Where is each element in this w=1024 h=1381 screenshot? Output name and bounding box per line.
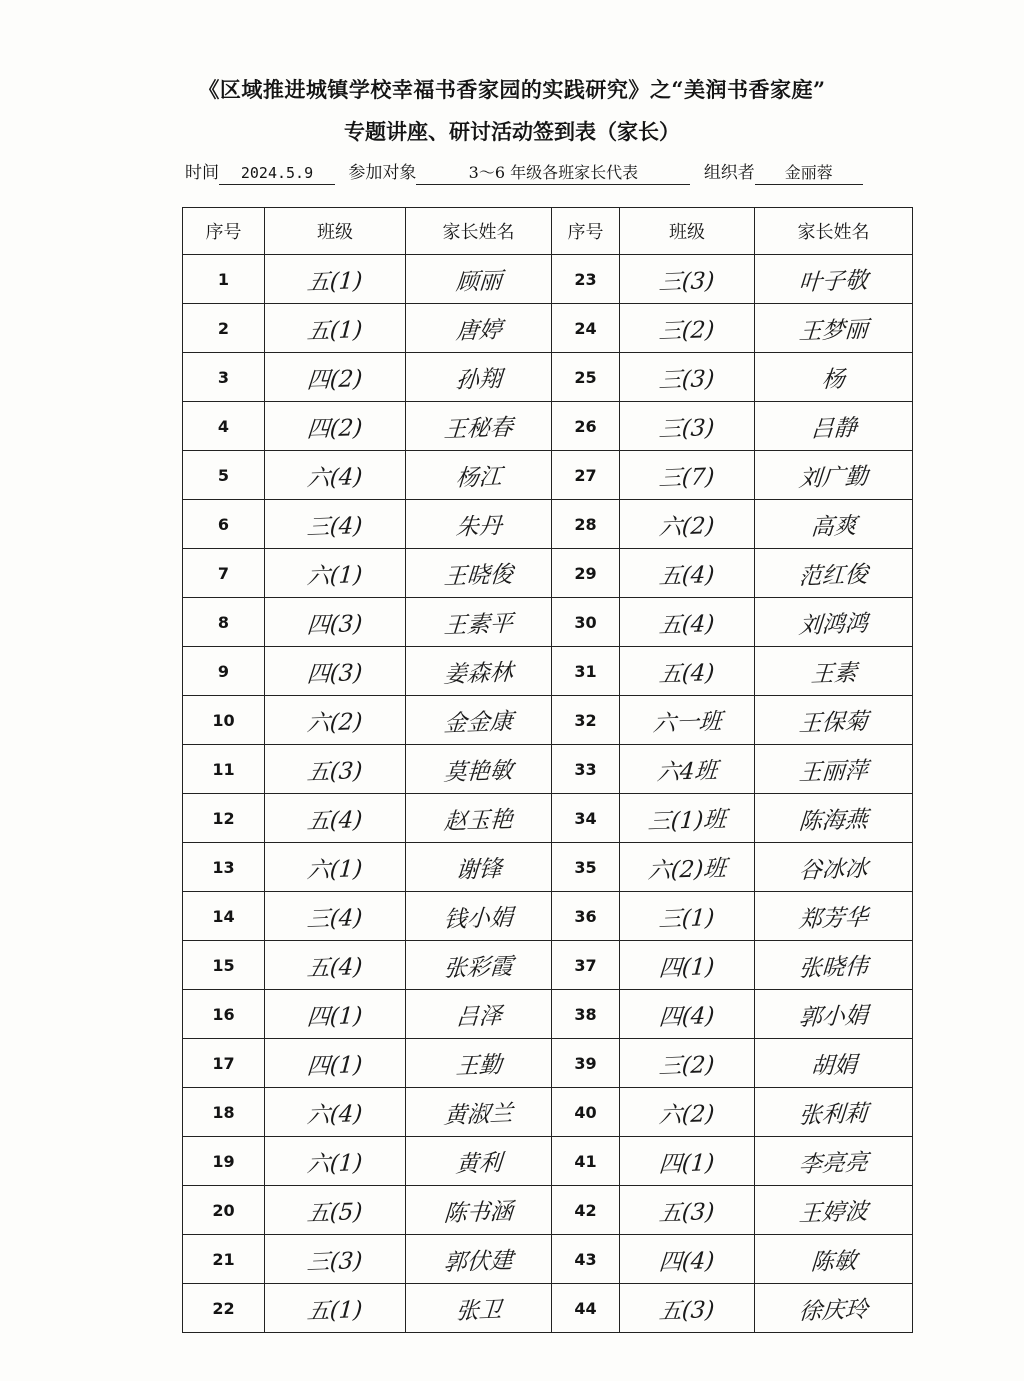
parent-signature-left [406,745,552,794]
parent-signature-right-text: 范红俊 [797,561,869,590]
class-signature-right [620,892,755,941]
parent-signature-left-text: 金金康 [442,708,514,737]
row-number-right: 36 [552,892,620,941]
class-signature-left-text: 四(3) [306,610,364,639]
class-signature-right [620,794,755,843]
class-signature-left-text: 六(4) [306,1100,364,1129]
class-signature-right [620,451,755,500]
row-number-left: 2 [183,304,265,353]
row-number-right: 34 [552,794,620,843]
row-number-left: 3 [183,353,265,402]
parent-signature-right [755,1235,913,1284]
row-number-right: 40 [552,1088,620,1137]
class-signature-right-text: 六(2)班 [646,855,728,884]
parent-signature-left [406,1039,552,1088]
parent-signature-left-text: 吕泽 [454,1002,503,1031]
header-class-left: 班级 [265,208,406,255]
row-number-right: 35 [552,843,620,892]
meta-line [185,158,925,185]
row-number-right: 32 [552,696,620,745]
parent-signature-left-text: 张彩霞 [442,953,514,982]
header-number-left: 序号 [183,208,265,255]
parent-signature-right-text: 陈敏 [809,1247,858,1276]
parent-signature-left-text: 王秘春 [442,414,514,443]
class-signature-left-text: 四(2) [306,414,364,443]
row-number-right: 37 [552,941,620,990]
class-signature-right [620,696,755,745]
class-signature-left [265,1235,406,1284]
parent-signature-right-text: 刘广勤 [797,463,869,492]
row-number-left: 1 [183,255,265,304]
class-signature-left-text: 六(2) [306,708,364,737]
class-signature-right [620,1284,755,1333]
class-signature-left-text: 六(4) [306,463,364,492]
class-signature-left-text: 五(5) [306,1198,364,1227]
row-number-left: 21 [183,1235,265,1284]
table-row [183,843,913,892]
parent-signature-left-text: 孙翔 [454,365,503,394]
sign-in-table [182,207,913,1333]
header-row [183,208,913,255]
parent-signature-left [406,990,552,1039]
parent-signature-right-text: 王保菊 [797,708,869,737]
row-number-right: 28 [552,500,620,549]
parent-signature-right [755,1088,913,1137]
class-signature-right-text: 三(3) [658,267,716,296]
row-number-right: 24 [552,304,620,353]
class-signature-right-text: 五(4) [658,561,716,590]
parent-signature-right-text: 谷冰冰 [797,855,869,884]
table-row [183,1039,913,1088]
class-signature-right [620,353,755,402]
parent-signature-left [406,843,552,892]
table-row [183,745,913,794]
parent-signature-right-text: 叶子敬 [797,267,869,296]
parent-signature-left [406,451,552,500]
parent-signature-left [406,1137,552,1186]
parent-signature-right [755,255,913,304]
parent-signature-right [755,1186,913,1235]
class-signature-left [265,941,406,990]
class-signature-right-text: 五(3) [658,1296,716,1325]
parent-signature-right-text: 杨 [820,366,846,393]
class-signature-left-text: 五(3) [306,757,364,786]
table-body [183,255,913,1333]
row-number-left: 20 [183,1186,265,1235]
participants-value: 3～6 年级各班家长代表 [416,162,690,185]
row-number-left: 6 [183,500,265,549]
table-row [183,1235,913,1284]
parent-signature-right [755,745,913,794]
parent-signature-left-text: 顾丽 [454,267,503,296]
row-number-right: 33 [552,745,620,794]
parent-signature-right-text: 刘鸿鸿 [797,610,869,639]
time-label: 时间 [185,163,219,183]
row-number-right: 25 [552,353,620,402]
parent-signature-right [755,1137,913,1186]
class-signature-right [620,1186,755,1235]
table-row [183,598,913,647]
class-signature-right [620,1235,755,1284]
class-signature-left [265,402,406,451]
parent-signature-left-text: 姜森林 [442,659,514,688]
class-signature-left-text: 三(4) [306,904,364,933]
parent-signature-left-text: 郭伏建 [442,1247,514,1276]
class-signature-right-text: 五(3) [658,1198,716,1227]
class-signature-left-text: 四(2) [306,365,364,394]
class-signature-right [620,745,755,794]
parent-signature-right-text: 王丽萍 [797,757,869,786]
class-signature-right-text: 三(7) [658,463,716,492]
parent-signature-right [755,353,913,402]
class-signature-right [620,255,755,304]
parent-signature-left-text: 张卫 [454,1296,503,1325]
row-number-right: 26 [552,402,620,451]
parent-signature-left [406,1088,552,1137]
row-number-right: 42 [552,1186,620,1235]
class-signature-right [620,598,755,647]
parent-signature-right [755,549,913,598]
parent-signature-left [406,500,552,549]
parent-signature-right [755,1039,913,1088]
parent-signature-right-text: 张利莉 [797,1100,869,1129]
row-number-left: 9 [183,647,265,696]
row-number-left: 8 [183,598,265,647]
table-row [183,941,913,990]
class-signature-left-text: 五(1) [306,316,364,345]
parent-signature-left-text: 唐婷 [454,316,503,345]
row-number-left: 15 [183,941,265,990]
row-number-right: 27 [552,451,620,500]
table-row [183,1088,913,1137]
class-signature-right [620,304,755,353]
class-signature-left [265,255,406,304]
parent-signature-left [406,696,552,745]
row-number-left: 12 [183,794,265,843]
class-signature-left-text: 四(3) [306,659,364,688]
row-number-right: 31 [552,647,620,696]
row-number-right: 29 [552,549,620,598]
class-signature-right-text: 三(1) [658,904,716,933]
row-number-left: 16 [183,990,265,1039]
parent-signature-right [755,843,913,892]
parent-signature-left [406,1284,552,1333]
table-row [183,1284,913,1333]
row-number-right: 38 [552,990,620,1039]
table-row [183,451,913,500]
class-signature-right-text: 三(1)班 [646,806,728,835]
parent-signature-left-text: 赵玉艳 [442,806,514,835]
row-number-left: 22 [183,1284,265,1333]
class-signature-left-text: 四(1) [306,1002,364,1031]
class-signature-right [620,941,755,990]
class-signature-left-text: 六(1) [306,855,364,884]
class-signature-left-text: 四(1) [306,1051,364,1080]
participants-label: 参加对象 [348,163,417,183]
row-number-right: 39 [552,1039,620,1088]
table-row [183,892,913,941]
header-parent-name-left: 家长姓名 [406,208,552,255]
class-signature-left [265,500,406,549]
parent-signature-right [755,500,913,549]
class-signature-left-text: 五(1) [306,267,364,296]
class-signature-right-text: 三(2) [658,316,716,345]
row-number-left: 4 [183,402,265,451]
table-row [183,402,913,451]
row-number-left: 11 [183,745,265,794]
parent-signature-right-text: 郑芳华 [797,904,869,933]
parent-signature-right [755,696,913,745]
parent-signature-left-text: 谢锋 [454,855,503,884]
class-signature-right-text: 六4班 [655,757,719,786]
parent-signature-left [406,1186,552,1235]
class-signature-right-text: 五(4) [658,659,716,688]
class-signature-right-text: 六一班 [651,708,723,737]
row-number-left: 13 [183,843,265,892]
parent-signature-right-text: 王婷波 [797,1198,869,1227]
class-signature-left [265,1284,406,1333]
parent-signature-left [406,304,552,353]
class-signature-left [265,304,406,353]
row-number-right: 30 [552,598,620,647]
parent-signature-left-text: 莫艳敏 [442,757,514,786]
title-line-1: 《区域推进城镇学校幸福书香家园的实践研究》之“美润书香家庭” [198,77,826,102]
class-signature-left-text: 三(4) [306,512,364,541]
class-signature-left-text: 五(4) [306,806,364,835]
parent-signature-right [755,1284,913,1333]
table-row [183,696,913,745]
parent-signature-left [406,549,552,598]
class-signature-right [620,500,755,549]
parent-signature-left [406,941,552,990]
parent-signature-right [755,647,913,696]
parent-signature-left-text: 陈书涵 [442,1198,514,1227]
parent-signature-left [406,892,552,941]
parent-signature-right [755,451,913,500]
parent-signature-right [755,402,913,451]
parent-signature-right-text: 王素 [809,659,858,688]
parent-signature-right [755,990,913,1039]
class-signature-left-text: 五(4) [306,953,364,982]
parent-signature-left [406,255,552,304]
class-signature-right-text: 三(3) [658,365,716,394]
parent-signature-left-text: 王素平 [442,610,514,639]
table-row [183,647,913,696]
header-parent-name-right: 家长姓名 [755,208,913,255]
class-signature-right-text: 五(4) [658,610,716,639]
row-number-left: 7 [183,549,265,598]
table-row [183,990,913,1039]
parent-signature-left [406,1235,552,1284]
class-signature-right [620,1039,755,1088]
table-row [183,794,913,843]
parent-signature-right [755,598,913,647]
parent-signature-right-text: 李亮亮 [797,1149,869,1178]
parent-signature-right-text: 王梦丽 [797,316,869,345]
organizer-value: 金丽蓉 [755,162,863,185]
class-signature-right-text: 四(4) [658,1002,716,1031]
class-signature-left [265,745,406,794]
class-signature-left [265,892,406,941]
class-signature-right [620,402,755,451]
parent-signature-left [406,402,552,451]
class-signature-right-text: 三(3) [658,414,716,443]
class-signature-left [265,549,406,598]
class-signature-left [265,1186,406,1235]
row-number-left: 5 [183,451,265,500]
title-line-2: 专题讲座、研讨活动签到表（家长） [344,119,680,144]
parent-signature-right-text: 张晓伟 [797,953,869,982]
class-signature-left [265,353,406,402]
class-signature-right [620,1088,755,1137]
row-number-left: 19 [183,1137,265,1186]
class-signature-right-text: 四(4) [658,1247,716,1276]
parent-signature-right [755,941,913,990]
table-row [183,304,913,353]
parent-signature-right [755,794,913,843]
class-signature-left [265,1039,406,1088]
class-signature-right-text: 六(2) [658,512,716,541]
parent-signature-left-text: 钱小娟 [442,904,514,933]
row-number-left: 17 [183,1039,265,1088]
class-signature-right-text: 六(2) [658,1100,716,1129]
table-row [183,1137,913,1186]
parent-signature-right-text: 胡娟 [809,1051,858,1080]
parent-signature-left [406,598,552,647]
header-number-right: 序号 [552,208,620,255]
organizer-label: 组织者 [703,163,755,183]
parent-signature-right-text: 吕静 [809,414,858,443]
class-signature-left-text: 六(1) [306,561,364,590]
row-number-left: 18 [183,1088,265,1137]
class-signature-left [265,990,406,1039]
row-number-left: 10 [183,696,265,745]
class-signature-right [620,549,755,598]
class-signature-left [265,843,406,892]
class-signature-left [265,794,406,843]
table-row [183,549,913,598]
class-signature-right [620,843,755,892]
row-number-right: 44 [552,1284,620,1333]
class-signature-right [620,1137,755,1186]
parent-signature-right-text: 徐庆玲 [797,1296,869,1325]
header-class-right: 班级 [620,208,755,255]
class-signature-left [265,1088,406,1137]
parent-signature-left-text: 黄淑兰 [442,1100,514,1129]
class-signature-left [265,647,406,696]
parent-signature-left [406,353,552,402]
class-signature-left-text: 五(1) [306,1296,364,1325]
parent-signature-left-text: 王晓俊 [442,561,514,590]
parent-signature-right-text: 陈海燕 [797,806,869,835]
parent-signature-left-text: 王勤 [454,1051,503,1080]
parent-signature-right [755,304,913,353]
parent-signature-left [406,647,552,696]
parent-signature-left-text: 黄利 [454,1149,503,1178]
class-signature-left [265,1137,406,1186]
row-number-right: 23 [552,255,620,304]
row-number-left: 14 [183,892,265,941]
parent-signature-left-text: 朱丹 [454,512,503,541]
class-signature-right-text: 四(1) [658,953,716,982]
parent-signature-right [755,892,913,941]
parent-signature-right-text: 郭小娟 [797,1002,869,1031]
class-signature-right-text: 三(2) [658,1051,716,1080]
parent-signature-left-text: 杨江 [454,463,503,492]
parent-signature-left [406,794,552,843]
class-signature-right [620,647,755,696]
row-number-right: 43 [552,1235,620,1284]
time-value: 2024.5.9 [219,162,335,185]
row-number-right: 41 [552,1137,620,1186]
table-row [183,255,913,304]
class-signature-left-text: 三(3) [306,1247,364,1276]
table-row [183,500,913,549]
class-signature-left [265,598,406,647]
class-signature-left-text: 六(1) [306,1149,364,1178]
parent-signature-right-text: 高爽 [809,512,858,541]
class-signature-left [265,451,406,500]
class-signature-right-text: 四(1) [658,1149,716,1178]
class-signature-left [265,696,406,745]
table-row [183,353,913,402]
table-row [183,1186,913,1235]
class-signature-right [620,990,755,1039]
